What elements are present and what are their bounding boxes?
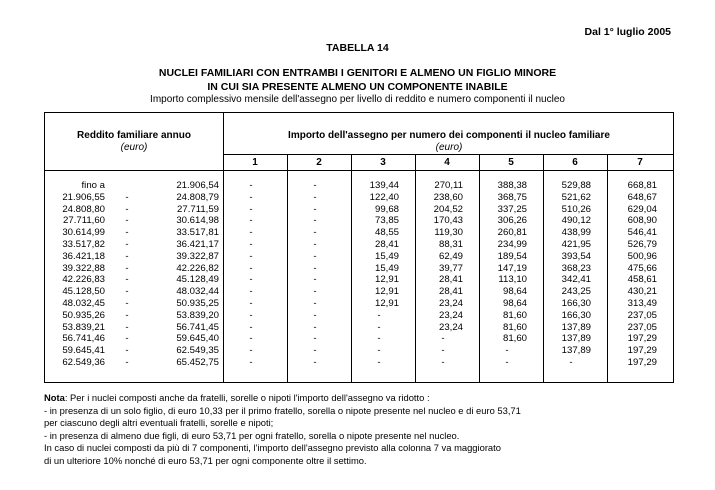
note-line (44, 392, 684, 405)
amount-cell: 368,23 (561, 262, 591, 274)
header-bottom-line (45, 170, 673, 171)
amount-cell: 234,99 (497, 239, 527, 250)
note-label: Nota (44, 392, 65, 403)
column-header-2: 2 (316, 157, 322, 168)
amount-cell: 197,29 (627, 333, 657, 345)
amount-cell: - (441, 345, 445, 357)
amount-cell: - (313, 274, 317, 286)
income-from: 42.226,83 (62, 274, 105, 286)
income-to: 56.741,45 (176, 321, 219, 333)
amount-cell: 166,30 (561, 309, 591, 321)
amount-cell: 521,62 (561, 191, 591, 203)
amount-cell: 137,89 (561, 321, 591, 333)
amount-cell: 458,61 (627, 274, 657, 286)
allowance-table (44, 112, 674, 383)
income-from: 39.322,88 (62, 262, 105, 274)
amount-cell: - (377, 321, 381, 333)
income-to: 53.839,20 (176, 309, 219, 321)
income-to: 48.032,44 (176, 286, 219, 298)
amount-cell: 306,26 (497, 215, 527, 227)
amount-cell: - (313, 215, 317, 227)
column-header-7: 7 (637, 157, 643, 168)
income-range-dash: - (125, 298, 129, 309)
income-from: 56.741,46 (62, 333, 105, 345)
amount-cell: - (377, 357, 381, 368)
income-from: 36.421,18 (62, 250, 105, 262)
table-row (45, 357, 675, 368)
amount-cell: - (249, 321, 253, 333)
income-to: 24.808,79 (176, 191, 219, 203)
amount-cell: - (313, 286, 317, 298)
income-range-dash: - (125, 250, 129, 262)
amount-cell: 648,67 (627, 191, 657, 203)
income-from: 33.517,82 (62, 239, 105, 250)
amount-cell: 81,60 (502, 309, 527, 321)
amount-cell: 237,05 (627, 321, 657, 333)
column-header-1: 1 (252, 157, 258, 168)
amount-cell: 48,55 (374, 227, 399, 239)
column-header-6: 6 (572, 157, 578, 168)
income-to: 62.549,35 (176, 345, 219, 357)
amount-cell: 629,04 (627, 203, 657, 215)
amount-cell: - (249, 274, 253, 286)
amount-cell: - (505, 357, 509, 368)
amount-cell: 98,64 (502, 286, 527, 298)
income-from: 24.808,80 (62, 203, 105, 215)
amount-cell: - (569, 357, 573, 368)
amount-cell: 137,89 (561, 333, 591, 345)
amount-cell: 88,31 (438, 239, 463, 250)
amount-cell: 243,25 (561, 286, 591, 298)
table-subtitle: Importo complessivo mensile dell'assegno per livello di reddito e numero componenti il nucleo (150, 94, 565, 105)
amount-cell: - (313, 239, 317, 250)
amount-cell: - (249, 262, 253, 274)
table-row (45, 298, 675, 309)
notes (44, 392, 684, 468)
amount-cell: 204,52 (433, 203, 463, 215)
income-to: 36.421,17 (176, 239, 219, 250)
income-to: 59.645,40 (176, 333, 219, 345)
income-range-dash: - (125, 309, 129, 321)
table-row (45, 215, 675, 226)
note-line: di un ulteriore 10% nonché di euro 53,71 per ogni componente oltre il settimo. (44, 454, 367, 466)
amount-cell: 99,68 (374, 203, 399, 215)
amount-cell: - (313, 250, 317, 262)
note-text: : Per i nuclei composti anche da fratelli, sorelle o nipoti l'importo dell'assegno va ridotto : (64, 392, 430, 403)
income-to: 42.226,82 (176, 262, 219, 274)
income-to: 39.322,87 (176, 250, 219, 262)
income-range-dash: - (125, 203, 129, 215)
table-title-line-1: NUCLEI FAMILIARI CON ENTRAMBI I GENITORI E ALMENO UN FIGLIO MINORE (158, 67, 557, 79)
income-to: 33.517,81 (176, 227, 219, 239)
table-row (45, 251, 675, 262)
income-range-dash: - (125, 286, 129, 298)
amount-cell: 238,60 (433, 191, 463, 203)
amount-cell: 237,05 (627, 309, 657, 321)
amount-cell: - (249, 227, 253, 239)
amount-cell: - (313, 191, 317, 203)
income-from: 21.906,55 (62, 191, 105, 203)
income-from: 45.128,50 (62, 286, 105, 298)
amount-cell: 529,88 (561, 180, 591, 191)
amount-cell: - (313, 262, 317, 274)
amount-cell: 122,40 (369, 191, 399, 203)
amount-cell: 438,99 (561, 227, 591, 239)
amount-cell: 526,79 (627, 239, 657, 250)
amount-cell: 313,49 (627, 298, 657, 309)
amount-cell: 546,41 (627, 227, 657, 239)
amount-cell: - (249, 250, 253, 262)
income-range-dash: - (125, 357, 129, 368)
amount-cell: - (249, 286, 253, 298)
income-range-dash: - (125, 345, 129, 357)
amount-cell: 490,12 (561, 215, 591, 227)
amount-cell: 197,29 (627, 357, 657, 368)
amount-cell: 166,30 (561, 298, 591, 309)
amount-cell: - (249, 239, 253, 250)
amount-cell: - (249, 309, 253, 321)
income-range-dash: - (125, 227, 129, 239)
amount-cell: - (313, 321, 317, 333)
amount-cell: 393,54 (561, 250, 591, 262)
income-to: 27.711,59 (177, 203, 219, 215)
amount-cell: 260,81 (497, 227, 527, 239)
amount-cell: 28,41 (374, 239, 399, 250)
note-line: - in presenza di un solo figlio, di euro 10,33 per il primo fratello, sorella o nipote presente nel nucleo e di euro 53,71 (44, 404, 521, 416)
amount-unit: (euro) (435, 142, 463, 153)
amount-cell: - (249, 180, 253, 191)
table-row (45, 286, 675, 297)
amount-cell: - (313, 357, 317, 368)
income-range-dash: - (125, 321, 129, 333)
amount-cell: 62,49 (438, 250, 463, 262)
table-row (45, 192, 675, 203)
column-header-4: 4 (444, 157, 450, 168)
amount-cell: 475,66 (627, 262, 657, 274)
income-from: 59.645,41 (62, 345, 105, 357)
amount-cell: 15,49 (374, 262, 399, 274)
amount-cell: 388,38 (497, 180, 527, 191)
income-to: 65.452,75 (176, 357, 219, 368)
amount-cell: 139,44 (369, 180, 399, 191)
amount-header: Importo dell'assegno per numero dei componenti il nucleo familiare (288, 130, 610, 141)
income-from: fino a (81, 180, 105, 191)
amount-cell: - (313, 227, 317, 239)
amount-cell: 510,26 (561, 203, 591, 215)
income-from: 53.839,21 (62, 321, 105, 333)
amount-cell: - (377, 345, 381, 357)
table-row (45, 239, 675, 250)
income-to: 30.614,98 (176, 215, 219, 227)
amount-cell: 270,11 (434, 180, 463, 191)
income-to: 45.128,49 (176, 274, 219, 286)
note-line: In caso di nuclei composti da più di 7 componenti, l'importo dell'assegno previsto alla colonna 7 va maggiorato (44, 442, 501, 454)
note-line: - in presenza di almeno due figli, di euro 53,71 per ogni fratello, sorella o nipote presente nel nucleo. (44, 429, 460, 441)
amount-cell: - (249, 298, 253, 309)
amount-cell: 113,10 (498, 274, 527, 286)
income-from: 30.614,99 (62, 227, 105, 239)
amount-cell: - (505, 345, 509, 357)
income-unit: (euro) (120, 142, 148, 153)
amount-cell: 23,24 (438, 321, 463, 333)
amount-cell: - (249, 203, 253, 215)
amount-cell: 421,95 (561, 239, 591, 250)
amount-cell: 368,75 (497, 191, 527, 203)
amount-cell: - (249, 357, 253, 368)
amount-cell: 337,25 (497, 203, 527, 215)
amount-cell: 430,21 (627, 286, 657, 298)
amount-cell: 500,96 (627, 250, 657, 262)
amount-cell: 23,24 (438, 298, 463, 309)
amount-cell: - (249, 345, 253, 357)
income-range-dash: - (125, 262, 129, 274)
column-header-5: 5 (508, 157, 514, 168)
amount-cell: 23,24 (438, 309, 463, 321)
amount-cell: 15,49 (374, 250, 399, 262)
amount-cell: 73,85 (374, 215, 399, 227)
income-from: 50.935,26 (62, 309, 105, 321)
amount-cell: - (313, 298, 317, 309)
table-row (45, 322, 675, 333)
table-row (45, 345, 675, 356)
income-range-dash: - (125, 274, 129, 286)
amount-cell: 608,90 (627, 215, 657, 227)
amount-cell: - (313, 180, 317, 191)
income-to: 21.906,54 (176, 180, 219, 191)
amount-cell: - (441, 357, 445, 368)
table-row (45, 204, 675, 215)
amount-cell: - (313, 333, 317, 345)
income-range-dash: - (125, 239, 129, 250)
income-to: 50.935,25 (176, 298, 219, 309)
table-title-line-2: IN CUI SIA PRESENTE ALMENO UN COMPONENTE INABILE (207, 81, 508, 93)
table-row (45, 274, 675, 285)
amount-cell: 147,19 (497, 262, 527, 274)
amount-cell: - (249, 333, 253, 345)
header-divider (223, 154, 673, 155)
amount-cell: 28,41 (438, 286, 463, 298)
amount-cell: 170,43 (433, 215, 463, 227)
table-row (45, 263, 675, 274)
amount-cell: 12,91 (374, 274, 399, 286)
amount-cell: - (249, 191, 253, 203)
table-row (45, 227, 675, 238)
amount-cell: 12,91 (374, 286, 399, 298)
effective-date: Dal 1° luglio 2005 (584, 26, 671, 38)
amount-cell: 98,64 (502, 298, 527, 309)
amount-cell: 12,91 (374, 298, 399, 309)
amount-cell: 197,29 (627, 345, 657, 357)
amount-cell: 668,81 (627, 180, 657, 191)
income-range-dash: - (125, 333, 129, 345)
income-from: 62.549,36 (62, 357, 105, 368)
income-from: 48.032,45 (62, 298, 105, 309)
amount-cell: 189,54 (497, 250, 527, 262)
amount-cell: 81,60 (502, 321, 527, 333)
amount-cell: 81,60 (502, 333, 527, 345)
amount-cell: - (313, 203, 317, 215)
amount-cell: 28,41 (438, 274, 463, 286)
column-header-3: 3 (380, 157, 386, 168)
amount-cell: - (377, 333, 381, 345)
amount-cell: - (249, 215, 253, 227)
table-row (45, 333, 675, 344)
income-header: Reddito familiare annuo (77, 130, 191, 141)
amount-cell: 342,41 (561, 274, 591, 286)
amount-cell: 39,77 (438, 262, 463, 274)
income-range-dash: - (125, 215, 129, 227)
table-row (45, 310, 675, 321)
table-label: TABELLA 14 (326, 42, 389, 54)
amount-cell: - (313, 309, 317, 321)
income-range-dash: - (125, 191, 129, 203)
amount-cell: - (313, 345, 317, 357)
amount-cell: 137,89 (561, 345, 591, 357)
amount-cell: - (377, 309, 381, 321)
note-line: per ciascuno degli altri eventuali fratelli, sorelle e nipoti; (44, 417, 274, 429)
amount-cell: 119,30 (434, 227, 463, 239)
income-from: 27.711,60 (63, 215, 105, 227)
table-row (45, 180, 675, 191)
amount-cell: - (441, 333, 445, 345)
